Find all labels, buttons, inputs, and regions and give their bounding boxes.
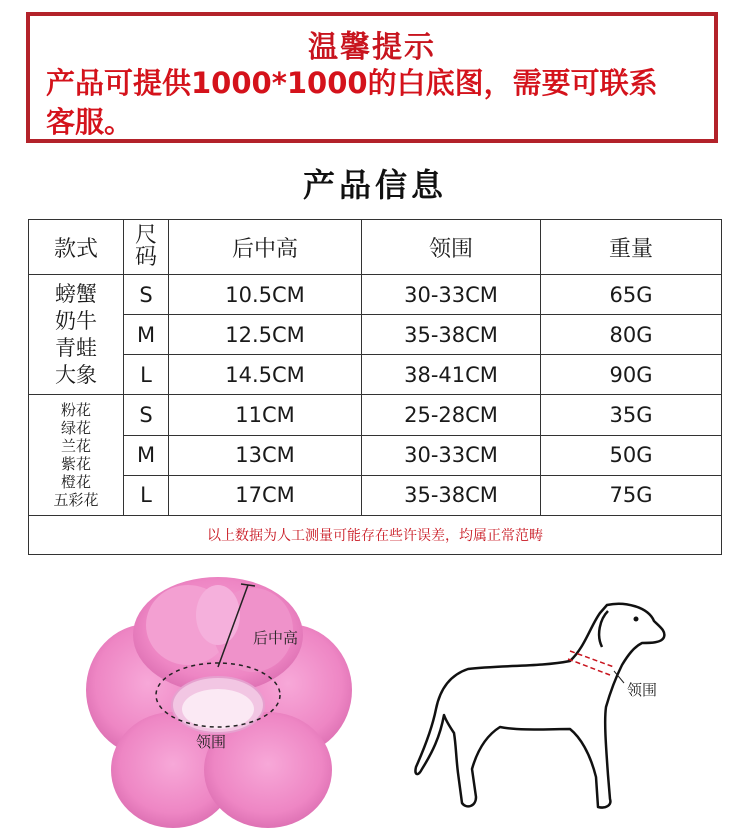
neck-cell: 25-28CM <box>362 395 541 435</box>
dog-outline-image <box>410 597 670 827</box>
notice-line-2: 客服。 <box>46 105 134 139</box>
table-row <box>29 395 722 435</box>
notice-line-1: 产品可提供1000*1000的白底图，需要可联系 <box>46 66 658 100</box>
height-cell: 12.5CM <box>169 315 362 355</box>
weight-cell: 50G <box>541 435 722 475</box>
weight-cell: 75G <box>541 475 722 515</box>
notice-body <box>46 64 706 142</box>
size-cell: S <box>124 275 169 315</box>
neck-cell: 35-38CM <box>362 315 541 355</box>
dog-eye <box>634 617 639 622</box>
table-header-row <box>29 220 722 275</box>
neck-cell: 30-33CM <box>362 435 541 475</box>
header-back-height: 后中高 <box>169 220 362 275</box>
dog-ear <box>599 611 608 647</box>
neck-cell: 35-38CM <box>362 475 541 515</box>
weight-cell: 35G <box>541 395 722 435</box>
weight-cell: 90G <box>541 355 722 395</box>
height-cell: 17CM <box>169 475 362 515</box>
flower-collar-image <box>78 575 378 839</box>
measurement-note: 以上数据为人工测量可能存在些许误差，均属正常范畴 <box>29 516 722 555</box>
header-weight: 重量 <box>541 220 722 275</box>
table-row <box>29 355 722 395</box>
notice-box <box>26 12 718 143</box>
dog-neck-label: 领围 <box>627 681 658 699</box>
note-row <box>29 516 722 555</box>
section-title: 产品信息 <box>302 166 447 204</box>
neck-cell: 30-33CM <box>362 275 541 315</box>
table-row <box>29 275 722 315</box>
height-cell: 10.5CM <box>169 275 362 315</box>
style-group-2: 粉花 绿花 兰花 紫花 橙花 五彩花 <box>29 395 124 516</box>
weight-cell: 80G <box>541 315 722 355</box>
table-row <box>29 475 722 515</box>
size-cell: L <box>124 355 169 395</box>
table-row <box>29 315 722 355</box>
collar-height-label: 后中高 <box>253 629 299 647</box>
size-cell: M <box>124 315 169 355</box>
weight-cell: 65G <box>541 275 722 315</box>
illustration-area <box>0 575 750 839</box>
neck-cell: 38-41CM <box>362 355 541 395</box>
size-cell: S <box>124 395 169 435</box>
collar-neck-label: 领围 <box>196 733 227 751</box>
header-size: 尺 码 <box>124 220 169 275</box>
size-cell: L <box>124 475 169 515</box>
height-cell: 13CM <box>169 435 362 475</box>
height-cell: 11CM <box>169 395 362 435</box>
style-group-1: 螃蟹 奶牛 青蛙 大象 <box>29 275 124 395</box>
collar-neck-hole-inner <box>182 689 254 729</box>
size-cell: M <box>124 435 169 475</box>
header-neck: 领围 <box>362 220 541 275</box>
dog-silhouette <box>415 604 664 808</box>
notice-title: 温馨提示 <box>308 30 436 65</box>
table-row <box>29 435 722 475</box>
height-cell: 14.5CM <box>169 355 362 395</box>
dog-neck-measure-2 <box>568 659 610 675</box>
spec-table <box>28 219 722 555</box>
header-style: 款式 <box>29 220 124 275</box>
